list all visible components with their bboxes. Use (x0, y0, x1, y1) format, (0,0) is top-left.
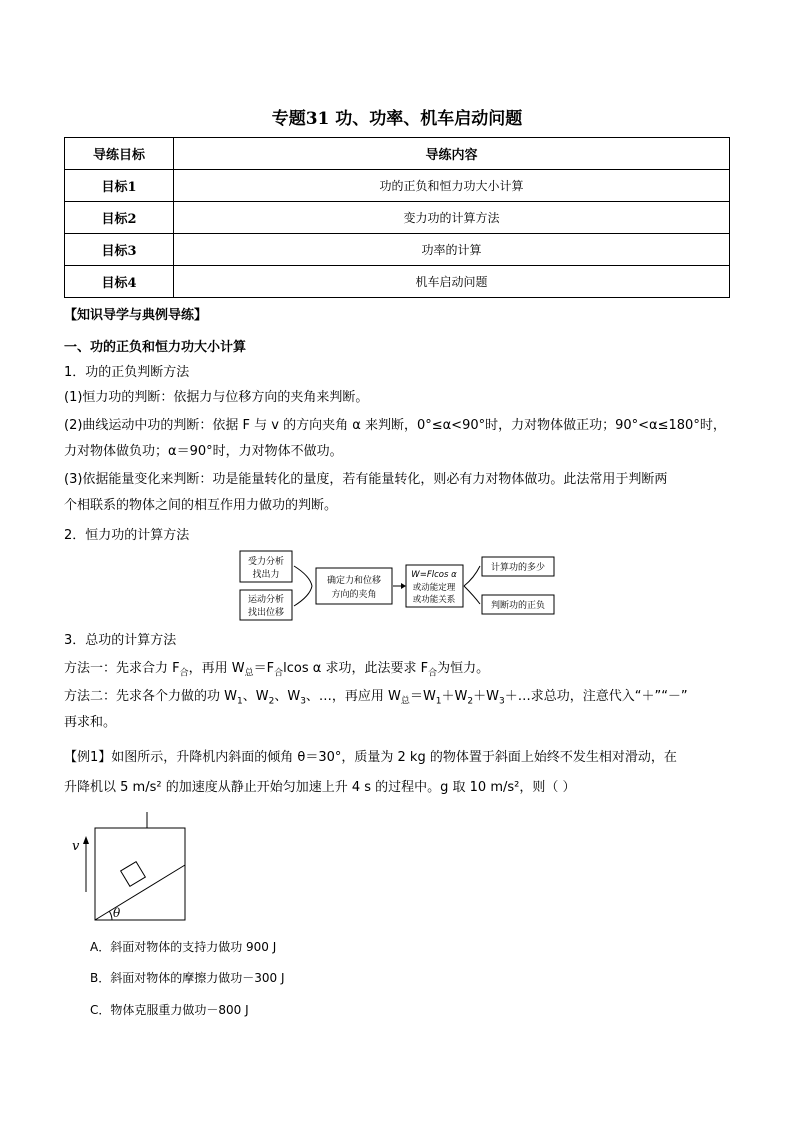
velocity-label: v (72, 839, 80, 854)
table-row (65, 170, 730, 202)
flow-text: 找出力 (252, 570, 280, 580)
text-run: ，再用 W (188, 661, 245, 676)
flow-connector (294, 566, 312, 586)
text-run: ＝W (409, 689, 436, 704)
flow-text: 确定力和位移 (326, 576, 382, 586)
text-run: ＋W (441, 689, 468, 704)
text-run: 、…，再应用 W (305, 689, 401, 704)
paragraph-text: (3)依据能量变化来判断：功是能量转化的量度，若有能量转化，则必有力对物体做功。此法常用于判断两 (64, 472, 668, 487)
subscript: 合 (179, 668, 189, 679)
text-run: 、W (242, 689, 269, 704)
section-heading: 一、功的正负和恒力功大小计算 (64, 340, 247, 355)
option-b: B．斜面对物体的摩擦力做功－300 J (90, 971, 285, 985)
text-run: 、W (274, 689, 301, 704)
option-c: C．物体克服重力做功－800 J (90, 1003, 249, 1017)
table-header-cell: 导练目标 (65, 138, 174, 170)
flow-text: 或功能关系 (412, 595, 456, 605)
table-cell: 功的正负和恒力功大小计算 (174, 170, 730, 202)
subscript: 2 (467, 696, 474, 707)
goals-table (64, 137, 730, 298)
arrowhead-icon (401, 583, 406, 589)
table-cell: 变力功的计算方法 (174, 202, 730, 234)
flow-text: 计算功的多少 (490, 563, 546, 573)
text-run: lcos α 求功，此法要求 F (283, 661, 429, 676)
method-two-line (64, 688, 688, 711)
table-cell: 目标1 (65, 170, 174, 202)
subscript: 1 (237, 696, 243, 707)
subscript: 2 (268, 696, 275, 707)
subscript: 1 (435, 696, 442, 707)
angle-arc (110, 912, 113, 921)
flow-text: 找出位移 (247, 608, 285, 618)
paragraph-heading: 2．恒力功的计算方法 (64, 528, 190, 543)
example-text: 升降机以 5 m/s² 的加速度从静止开始匀加速上升 4 s 的过程中。g 取 10 m/s²，则（ ） (64, 780, 576, 795)
flow-text: 或动能定理 (412, 583, 456, 593)
table-cell: 机车启动问题 (174, 266, 730, 298)
example-text: 【例1】如图所示，升降机内斜面的倾角 θ＝30°，质量为 2 kg 的物体置于斜面上始终不发生相对滑动，在 (64, 750, 677, 765)
text-run: ＋W (473, 689, 499, 704)
text-run: 方法二：先求各个力做的功 W (64, 689, 237, 704)
arrowhead-icon (83, 836, 89, 844)
subscript: 合 (428, 668, 438, 679)
table-cell: 功率的计算 (174, 234, 730, 266)
incline-elevator-figure (66, 812, 196, 924)
paragraph-text: 力对物体做负功；α＝90°时，力对物体不做功。 (64, 444, 343, 459)
flowchart-diagram (238, 548, 558, 622)
table-cell: 目标3 (65, 234, 174, 266)
section-banner: 【知识导学与典例导练】 (64, 308, 208, 323)
text-run: 为恒力。 (437, 661, 490, 676)
table-cell: 目标2 (65, 202, 174, 234)
flow-text: 判断功的正负 (490, 601, 546, 611)
text-run: ＋…求总功，注意代入“＋”“－” (504, 689, 688, 704)
option-a: A．斜面对物体的支持力做功 900 J (90, 940, 277, 954)
paragraph-text: 个相联系的物体之间的相互作用力做功的判断。 (64, 498, 338, 513)
paragraph-text: (1)恒力功的判断：依据力与位移方向的夹角来判断。 (64, 390, 369, 405)
paragraph-text: 再求和。 (64, 715, 117, 730)
table-header-cell: 导练内容 (174, 138, 730, 170)
subscript: 3 (300, 696, 306, 707)
subscript: 总 (244, 668, 254, 679)
method-one-line (64, 660, 489, 683)
flow-text: 方向的夹角 (331, 590, 377, 600)
text-run: ＝F (253, 661, 275, 676)
subscript: 3 (498, 696, 505, 707)
flow-connector (464, 586, 480, 604)
flow-text: 运动分析 (247, 595, 285, 605)
subscript: 合 (274, 668, 284, 679)
theta-label: θ (113, 906, 121, 920)
table-header-row (65, 138, 730, 170)
block-shape (121, 862, 146, 887)
text-run: 方法一：先求合力 F (64, 661, 180, 676)
table-cell: 目标4 (65, 266, 174, 298)
table-row (65, 266, 730, 298)
flow-connector (464, 566, 480, 586)
subscript: 总 (400, 696, 410, 707)
flow-text: 受力分析 (247, 557, 285, 567)
table-row (65, 202, 730, 234)
paragraph-heading: 1．功的正负判断方法 (64, 365, 190, 380)
flow-text: W=Flcos α (411, 570, 457, 580)
paragraph-text: (2)曲线运动中功的判断：依据 F 与 v 的方向夹角 α 来判断，0°≤α<90°时，力对物体做正功；90°<α≤180°时， (64, 418, 726, 433)
flow-connector (294, 586, 312, 606)
paragraph-heading: 3．总功的计算方法 (64, 633, 177, 648)
page-title: 专题31 功、功率、机车启动问题 (271, 109, 523, 129)
table-row (65, 234, 730, 266)
